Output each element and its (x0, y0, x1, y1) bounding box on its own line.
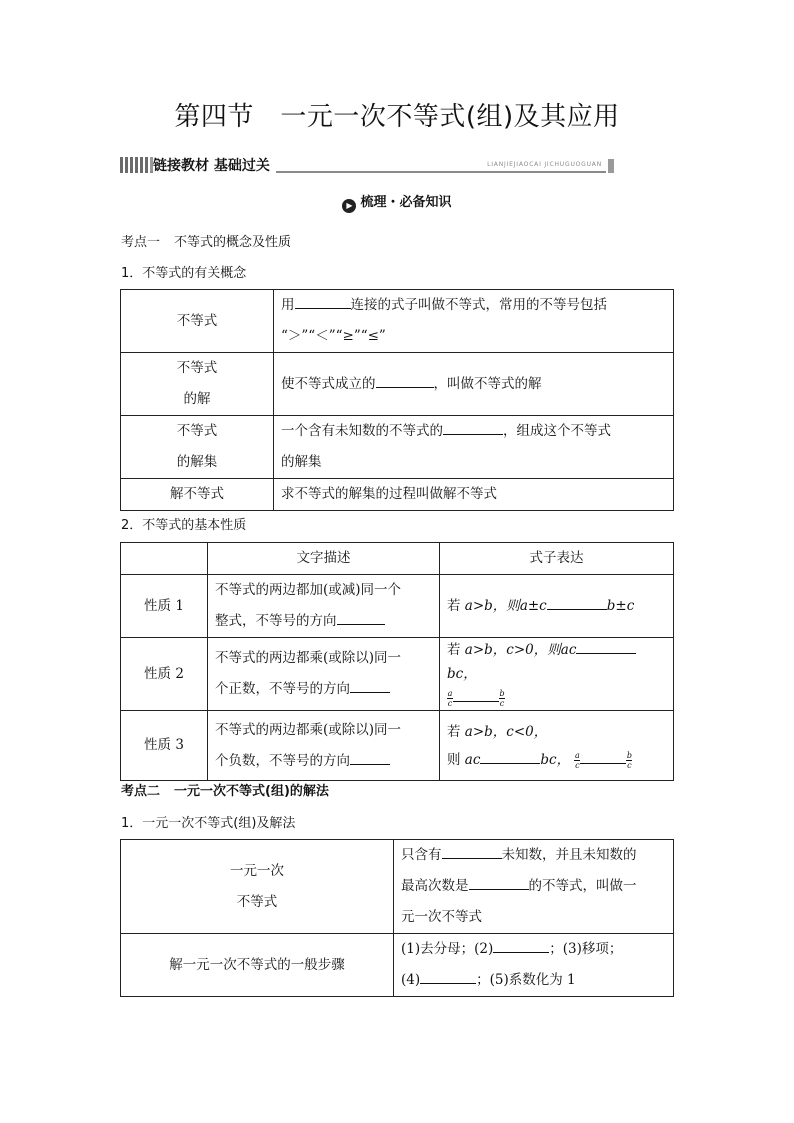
table-cell: 性质 3 (121, 711, 208, 781)
table-row (121, 711, 674, 781)
fill-blank (376, 373, 434, 388)
concept-table (120, 289, 674, 511)
table-cell: 求不等式的解集的过程叫做解不等式 (274, 479, 674, 511)
fill-blank (453, 691, 499, 702)
table-cell: 若 a>b，c<0， 则 ac bc， $\frac{a}{c}$ $\frac{b}{c}$ (440, 711, 674, 781)
banner-bars-decoration (120, 157, 153, 173)
fill-blank (580, 753, 626, 764)
table-cell: 一元一次 不等式 (121, 840, 394, 934)
table-cell: (1)去分母；(2) ；(3)移项； (4) ；(5)系数化为 1 (394, 934, 674, 997)
table-cell: 不等式的两边都乘(或除以)同一 个负数，不等号的方向 (208, 711, 440, 781)
table-cell: 若 a>b，c>0，则acbc， $\frac{a}{c}$ $\frac{b}{c}$ (440, 638, 674, 711)
table-cell: 性质 2 (121, 638, 208, 711)
solution-table (120, 839, 674, 997)
fill-blank (547, 595, 607, 610)
banner-end-block (608, 159, 614, 173)
fill-blank (350, 750, 390, 765)
fill-blank (442, 844, 502, 859)
table-row (121, 934, 674, 997)
play-icon: ▶ (342, 199, 356, 213)
section-subtitle (0, 191, 794, 213)
table-cell: 一个含有未知数的不等式的 ，组成这个不等式 的解集 (274, 416, 674, 479)
table-cell: 不等式 (121, 290, 274, 353)
banner-pinyin: LIANJIEJIAOCAI JICHUGUOGUAN (487, 161, 602, 168)
table-header-row (121, 543, 674, 575)
table-row (121, 290, 674, 353)
table-cell: 不等式 的解 (121, 353, 274, 416)
table-row (121, 575, 674, 638)
properties-table (120, 542, 674, 781)
table-row (121, 638, 674, 711)
section-banner (120, 156, 614, 174)
table-row (121, 353, 674, 416)
fill-blank (443, 420, 503, 435)
table-cell: 性质 1 (121, 575, 208, 638)
table-cell: 使不等式成立的 ，叫做不等式的解 (274, 353, 674, 416)
fraction-b-over-c: $\frac{b}{c}$ (499, 689, 505, 708)
point-heading-1 (121, 231, 291, 250)
subtitle-text: 梳理・必备知识 (360, 195, 452, 210)
fill-blank (469, 875, 529, 890)
table-cell: 解不等式 (121, 479, 274, 511)
table-row (121, 479, 674, 511)
table-cell: 用 连接的式子叫做不等式，常用的不等号包括 “＞”“＜”“≥”“≤” (274, 290, 674, 353)
fill-blank (480, 749, 540, 764)
banner-title: 链接教材 基础过关 (153, 155, 276, 175)
column-header: 文字描述 (208, 543, 440, 575)
table-cell: 若 a>b，则a±c b±c (440, 575, 674, 638)
table-cell: 不等式的两边都加(或减)同一个 整式，不等号的方向 (208, 575, 440, 638)
fill-blank (295, 294, 351, 309)
table-cell: 不等式 的解集 (121, 416, 274, 479)
table-cell: 不等式的两边都乘(或除以)同一 个正数，不等号的方向 (208, 638, 440, 711)
table-cell: 只含有 未知数，并且未知数的 最高次数是 的不等式，叫做一 元一次不等式 (394, 840, 674, 934)
point-title: 不等式的概念及性质 (174, 235, 292, 250)
point-title: 一元一次不等式(组)的解法 (174, 784, 329, 799)
fraction-a-over-c: $\frac{a}{c}$ (447, 689, 453, 708)
subsection-heading: 1．不等式的有关概念 (121, 266, 247, 281)
fill-blank (493, 938, 549, 953)
table-cell (121, 543, 208, 575)
fill-blank (420, 969, 476, 984)
fraction-a-over-c: $\frac{a}{c}$ (575, 750, 580, 770)
fill-blank (576, 639, 636, 654)
point-label: 考点二 (121, 784, 161, 799)
fill-blank (350, 678, 390, 693)
table-cell: 解一元一次不等式的一般步骤 (121, 934, 394, 997)
table-row (121, 416, 674, 479)
point-heading-2 (121, 780, 329, 799)
point-label: 考点一 (121, 235, 161, 250)
subsection-heading: 2．不等式的基本性质 (121, 518, 247, 533)
subsection-heading: 1．一元一次不等式(组)及解法 (121, 816, 296, 831)
table-row (121, 840, 674, 934)
page-title: 第四节 一元一次不等式(组)及其应用 (174, 102, 620, 132)
column-header: 式子表达 (440, 543, 674, 575)
fraction-b-over-c: $\frac{b}{c}$ (626, 750, 632, 770)
fill-blank (337, 610, 385, 625)
